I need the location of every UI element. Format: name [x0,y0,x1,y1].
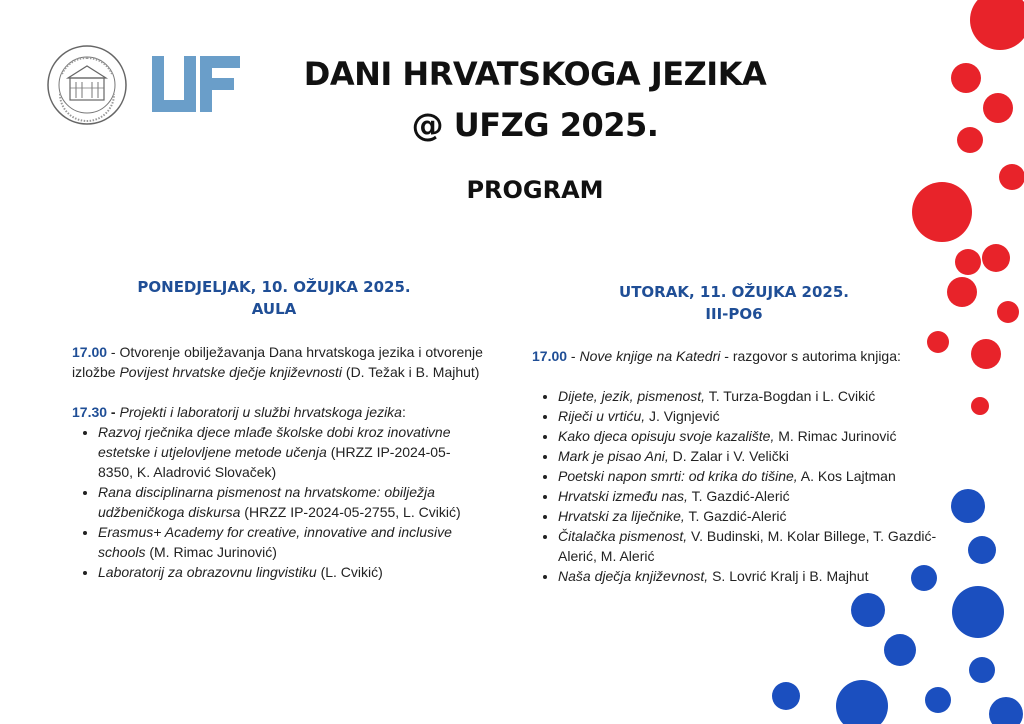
uf-logo [150,56,240,112]
day1-program [72,342,484,582]
list-item: • Dijete, jezik, pismenost, T. Turza-Bogdan i L. Cvikić [558,386,952,406]
program-subtitle: PROGRAM [466,176,604,204]
page-title-line1: DANI HRVATSKOGA JEZIKA [303,55,767,93]
list-item: • Čitalačka pismenost, V. Budinski, M. Kolar Billege, T. Gazdić-Alerić, M. Alerić [558,526,952,566]
list-item: • Laboratorij za obrazovnu lingvistiku (L. Cvikić) [98,562,484,582]
list-item: • Riječi u vrtiću, J. Vignjević [558,406,952,426]
day1-heading [74,276,474,320]
university-seal-logo [46,44,128,126]
day1-event2: 17.30 - Projekti i laboratorij u službi hrvatskoga jezika: [72,404,406,420]
day2-date: UTORAK, 11. OŽUJKA 2025. [619,283,849,301]
event-time: 17.30 [72,404,108,420]
day2-book-list [532,386,952,586]
day2-heading [534,281,934,325]
day2-program [532,346,952,586]
list-item: • Mark je pisao Ani, D. Zalar i V. Velički [558,446,952,466]
list-item: • Kako djeca opisuju svoje kazalište, M. Rimac Jurinović [558,426,952,446]
day2-location: III-PO6 [705,305,763,323]
event-time: 17.00 [72,344,108,360]
list-item: • Erasmus+ Academy for creative, innovative and inclusive schools (M. Rimac Jurinović) [98,522,484,562]
list-item: • Poetski napon smrti: od krika do tišine, A. Kos Lajtman [558,466,952,486]
day2-event1: 17.00 - Nove knjige na Katedri - razgovor s autorima knjiga: [532,348,901,364]
page-title-line2: @ UFZG 2025. [411,106,659,144]
list-item: • Razvoj rječnika djece mlađe školske dobi kroz inovativne estetske i utjelovljene metode učenja (HRZZ IP-2024-05-8350, K. Aladrović Slovaček) [98,422,484,482]
list-item: • Hrvatski za liječnike, T. Gazdić-Alerić [558,506,952,526]
day1-project-list [72,422,484,582]
list-item: • Naša dječja književnost, S. Lovrić Kralj i B. Majhut [558,566,952,586]
list-item: • Hrvatski između nas, T. Gazdić-Alerić [558,486,952,506]
list-item: • Rana disciplinarna pismenost na hrvatskome: obilježja udžbeničkoga diskursa (HRZZ IP-2024-05-2755, L. Cvikić) [98,482,484,522]
day1-event1: 17.00 - Otvorenje obilježavanja Dana hrvatskoga jezika i otvorenje izložbe Povijest hrvatske dječje književnosti (D. Težak i B. Majhut) [72,344,483,380]
event-time: 17.00 [532,348,568,364]
day1-location: AULA [251,300,297,318]
day1-date: PONEDJELJAK, 10. OŽUJKA 2025. [137,278,411,296]
